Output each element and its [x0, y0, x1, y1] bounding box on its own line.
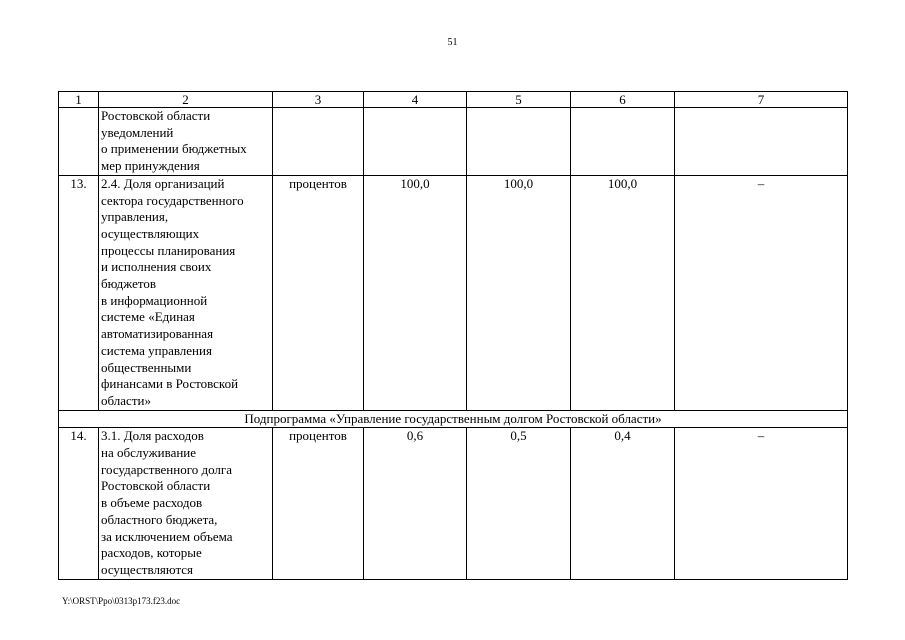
value-col4: 0,6 [364, 428, 467, 579]
indicator-name: 2.4. Доля организаций сектора государственного управления, осуществляющих процессы планирования и исполнения своих бюджетов в информационной системе «Единая автоматизированная система управления общественными финансами в Ростовской области» [99, 175, 273, 410]
value-col5: 0,5 [467, 428, 571, 579]
note [675, 108, 848, 176]
table-row-14 [59, 428, 848, 579]
table-row-continuation [59, 108, 848, 176]
value-col6: 100,0 [571, 175, 675, 410]
column-number: 7 [675, 92, 848, 108]
row-number: 13. [59, 175, 99, 410]
column-number: 3 [273, 92, 364, 108]
value-col6 [571, 108, 675, 176]
row-number: 14. [59, 428, 99, 579]
column-number: 5 [467, 92, 571, 108]
subprogram-row [59, 410, 848, 428]
note: – [675, 428, 848, 579]
value-col4 [364, 108, 467, 176]
column-number: 4 [364, 92, 467, 108]
page-number: 51 [447, 37, 458, 48]
file-path-footer: Y:\ORST\Ppo\0313p173.f23.doc [62, 596, 181, 606]
note: – [675, 175, 848, 410]
unit: процентов [273, 175, 364, 410]
subprogram-title: Подпрограмма «Управление государственным долгом Ростовской области» [59, 410, 848, 428]
value-col6: 0,4 [571, 428, 675, 579]
value-col5 [467, 108, 571, 176]
table-row-13 [59, 175, 848, 410]
row-number [59, 108, 99, 176]
column-number: 2 [99, 92, 273, 108]
column-number-row [59, 92, 848, 108]
column-number: 6 [571, 92, 675, 108]
value-col4: 100,0 [364, 175, 467, 410]
unit: процентов [273, 428, 364, 579]
indicators-table [58, 91, 848, 580]
indicator-name: 3.1. Доля расходов на обслуживание государственного долга Ростовской области в объеме расходов областного бюджета, за исключением объема расходов, которые осуществляются [99, 428, 273, 579]
column-number: 1 [59, 92, 99, 108]
indicator-name: Ростовской области уведомлений о применении бюджетных мер принуждения [99, 108, 273, 176]
unit [273, 108, 364, 176]
value-col5: 100,0 [467, 175, 571, 410]
